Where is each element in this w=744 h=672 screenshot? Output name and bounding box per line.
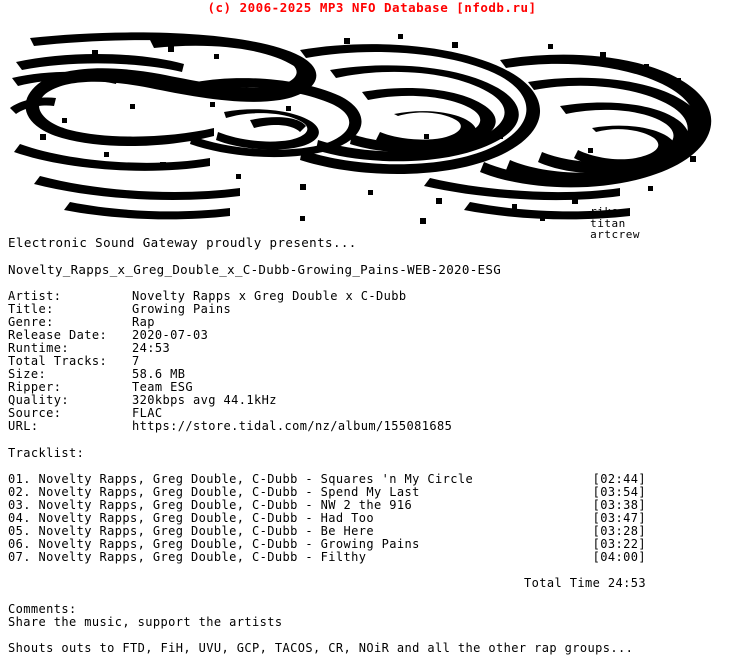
release-directory-name: Novelty_Rapps_x_Greg_Double_x_C-Dubb-Growing_Pains-WEB-2020-ESG [8,262,502,277]
info-row-total-tracks [8,355,736,368]
art-credit-line-2: titan [590,216,626,230]
info-value-genre: Rap [132,315,155,329]
info-value-ripper: Team ESG [132,380,193,394]
info-value-title: Growing Pains [132,302,232,316]
info-label-total-tracks: Total Tracks: [8,354,108,368]
info-row-ripper [8,381,736,394]
track-title: 07. Novelty Rapps, Greg Double, C-Dubb - Filthy [8,550,367,564]
track-row [8,551,736,564]
info-value-source: FLAC [132,406,163,420]
art-credit [590,206,640,241]
info-label-runtime: Runtime: [8,341,69,355]
release-info-block [8,290,736,433]
info-label-genre: Genre: [8,315,54,329]
info-label-size: Size: [8,367,47,381]
comments-heading: Comments: [8,602,77,616]
info-row-runtime [8,342,736,355]
info-row-release-date [8,329,736,342]
info-label-title: Title: [8,302,54,316]
track-title: 02. Novelty Rapps, Greg Double, C-Dubb - Spend My Last [8,485,420,499]
info-value-quality: 320kbps avg 44.1kHz [132,393,277,407]
info-value-artist: Novelty Rapps x Greg Double x C-Dubb [132,289,407,303]
track-title: 03. Novelty Rapps, Greg Double, C-Dubb - NW 2 the 916 [8,498,413,512]
info-row-quality [8,394,736,407]
info-label-quality: Quality: [8,393,69,407]
nfo-content [0,236,744,655]
shout-outs: Shouts outs to FTD, FiH, UVU, GCP, TACOS, CR, NOiR and all the other rap groups... [8,641,634,655]
info-row-url [8,420,736,433]
nfodb-copyright-header: (c) 2006-2025 MP3 NFO Database [nfodb.ru] [207,0,537,15]
info-value-runtime: 24:53 [132,341,171,355]
track-title: 04. Novelty Rapps, Greg Double, C-Dubb - Had Too [8,511,374,525]
track-duration: [03:54] [592,485,646,499]
info-value-release-date: 2020-07-03 [132,328,209,342]
track-duration: [04:00] [592,550,646,564]
art-credit-line-1: riks [590,205,619,218]
info-label-artist: Artist: [8,289,62,303]
info-row-size [8,368,736,381]
ascii-art-banner [0,16,744,241]
info-label-release-date: Release Date: [8,328,108,342]
tracklist [8,473,736,564]
track-duration: [03:28] [592,524,646,538]
total-time: Total Time 24:53 [524,576,646,590]
track-duration: [02:44] [592,472,646,486]
info-label-source: Source: [8,406,62,420]
info-row-title [8,303,736,316]
info-value-total-tracks: 7 [132,354,140,368]
track-title: 05. Novelty Rapps, Greg Double, C-Dubb - Be Here [8,524,374,538]
group-presents-line: Electronic Sound Gateway proudly presents... [8,235,357,250]
tracklist-heading: Tracklist: [8,446,85,460]
info-label-ripper: Ripper: [8,380,62,394]
info-row-genre [8,316,736,329]
info-value-size: 58.6 MB [132,367,186,381]
comments-block [8,603,736,629]
art-credit-line-3: artcrew [590,228,640,241]
comments-body: Share the music, support the artists [8,615,283,629]
track-duration: [03:47] [592,511,646,525]
info-value-url[interactable]: https://store.tidal.com/nz/album/155081685 [132,419,453,433]
track-title: 01. Novelty Rapps, Greg Double, C-Dubb - Squares 'n My Circle [8,472,474,486]
track-title: 06. Novelty Rapps, Greg Double, C-Dubb - Growing Pains [8,537,420,551]
track-duration: [03:22] [592,537,646,551]
info-row-artist [8,290,736,303]
info-label-url: URL: [8,419,39,433]
track-duration: [03:38] [592,498,646,512]
ascii-art-graphic [0,16,744,231]
